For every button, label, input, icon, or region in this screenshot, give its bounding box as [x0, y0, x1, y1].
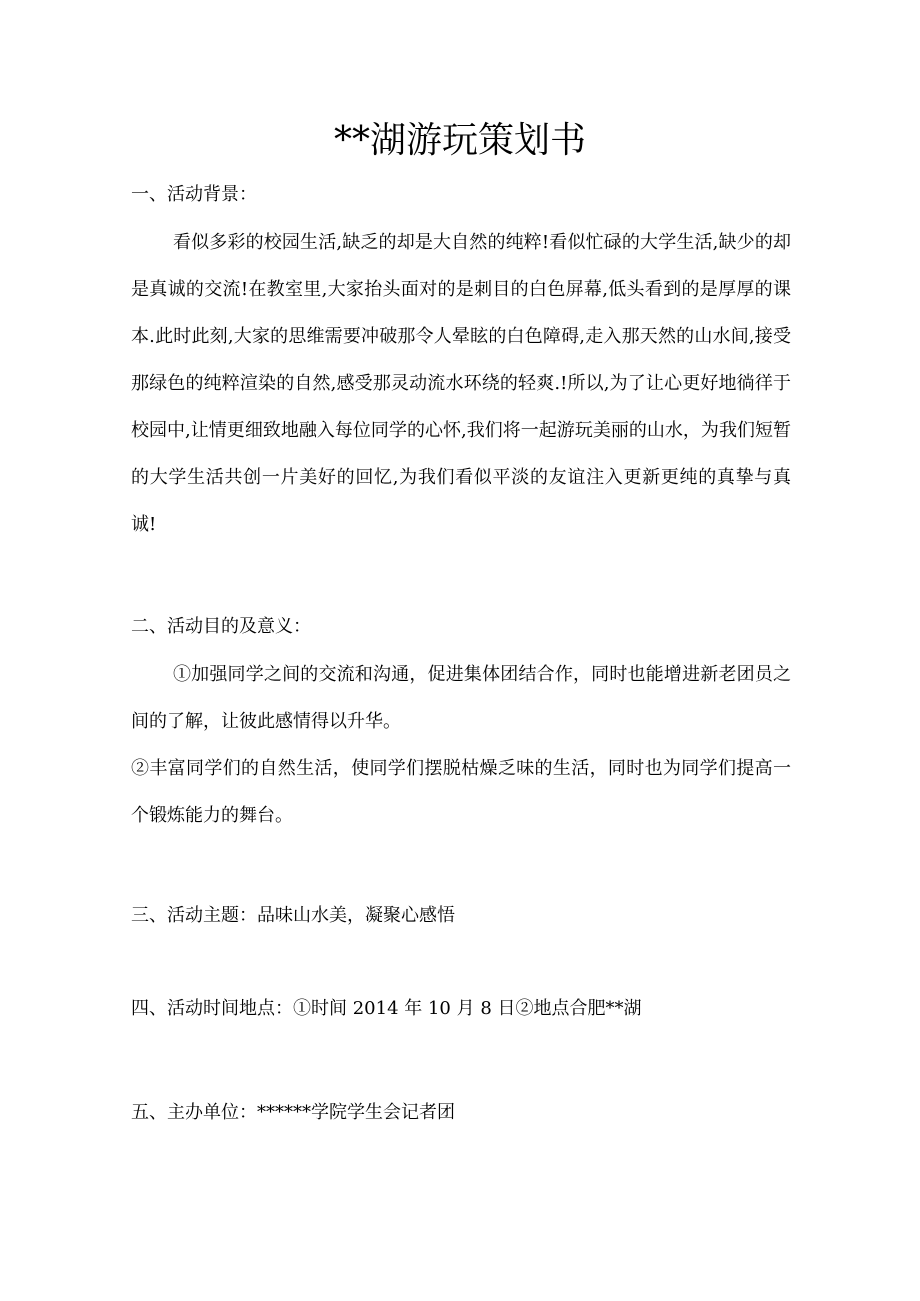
section-heading-organizer: 五、主办单位：******学院学生会记者团: [131, 1102, 455, 1123]
paragraph-purpose-1: ①加强同学之间的交流和沟通，促进集体团结合作，同时也能增进新老团员之间的了解，让彼此感情得以升华。: [131, 664, 791, 732]
section-heading-background: 一、活动背景：: [131, 184, 257, 205]
paragraph-purpose-2: ②丰富同学们的自然生活，使同学们摆脱枯燥乏味的生活，同时也为同学们提高一个锻炼能力的舞台。: [131, 758, 791, 826]
section-heading-theme: 三、活动主题：品味山水美，凝聚心感悟: [131, 905, 455, 926]
paragraph-background: 看似多彩的校园生活,缺乏的却是大自然的纯粹!看似忙碌的大学生活,缺少的却是真诚的交流!在教室里,大家抬头面对的是刺目的白色屏幕,低头看到的是厚厚的课本.此时此刻,大家的思维需要冲破那令人晕眩的白色障碍,走入那天然的山水间,接受那绿色的纯粹渲染的自然,感受那灵动流水环绕的轻爽.!所以,为了让心更好地徜徉于校园中,让情更细致地融入每位同学的心怀,我们将一起游玩美丽的山水，为我们短暂的大学生活共创一片美好的回忆,为我们看似平淡的友谊注入更新更纯的真挚与真诚!: [131, 232, 791, 535]
section-heading-purpose: 二、活动目的及意义：: [131, 616, 311, 637]
section-heading-time-place: 四、活动时间地点：①时间 2014 年 10 月 8 日②地点合肥**湖: [131, 998, 642, 1019]
document-title: **湖游玩策划书: [333, 120, 586, 161]
